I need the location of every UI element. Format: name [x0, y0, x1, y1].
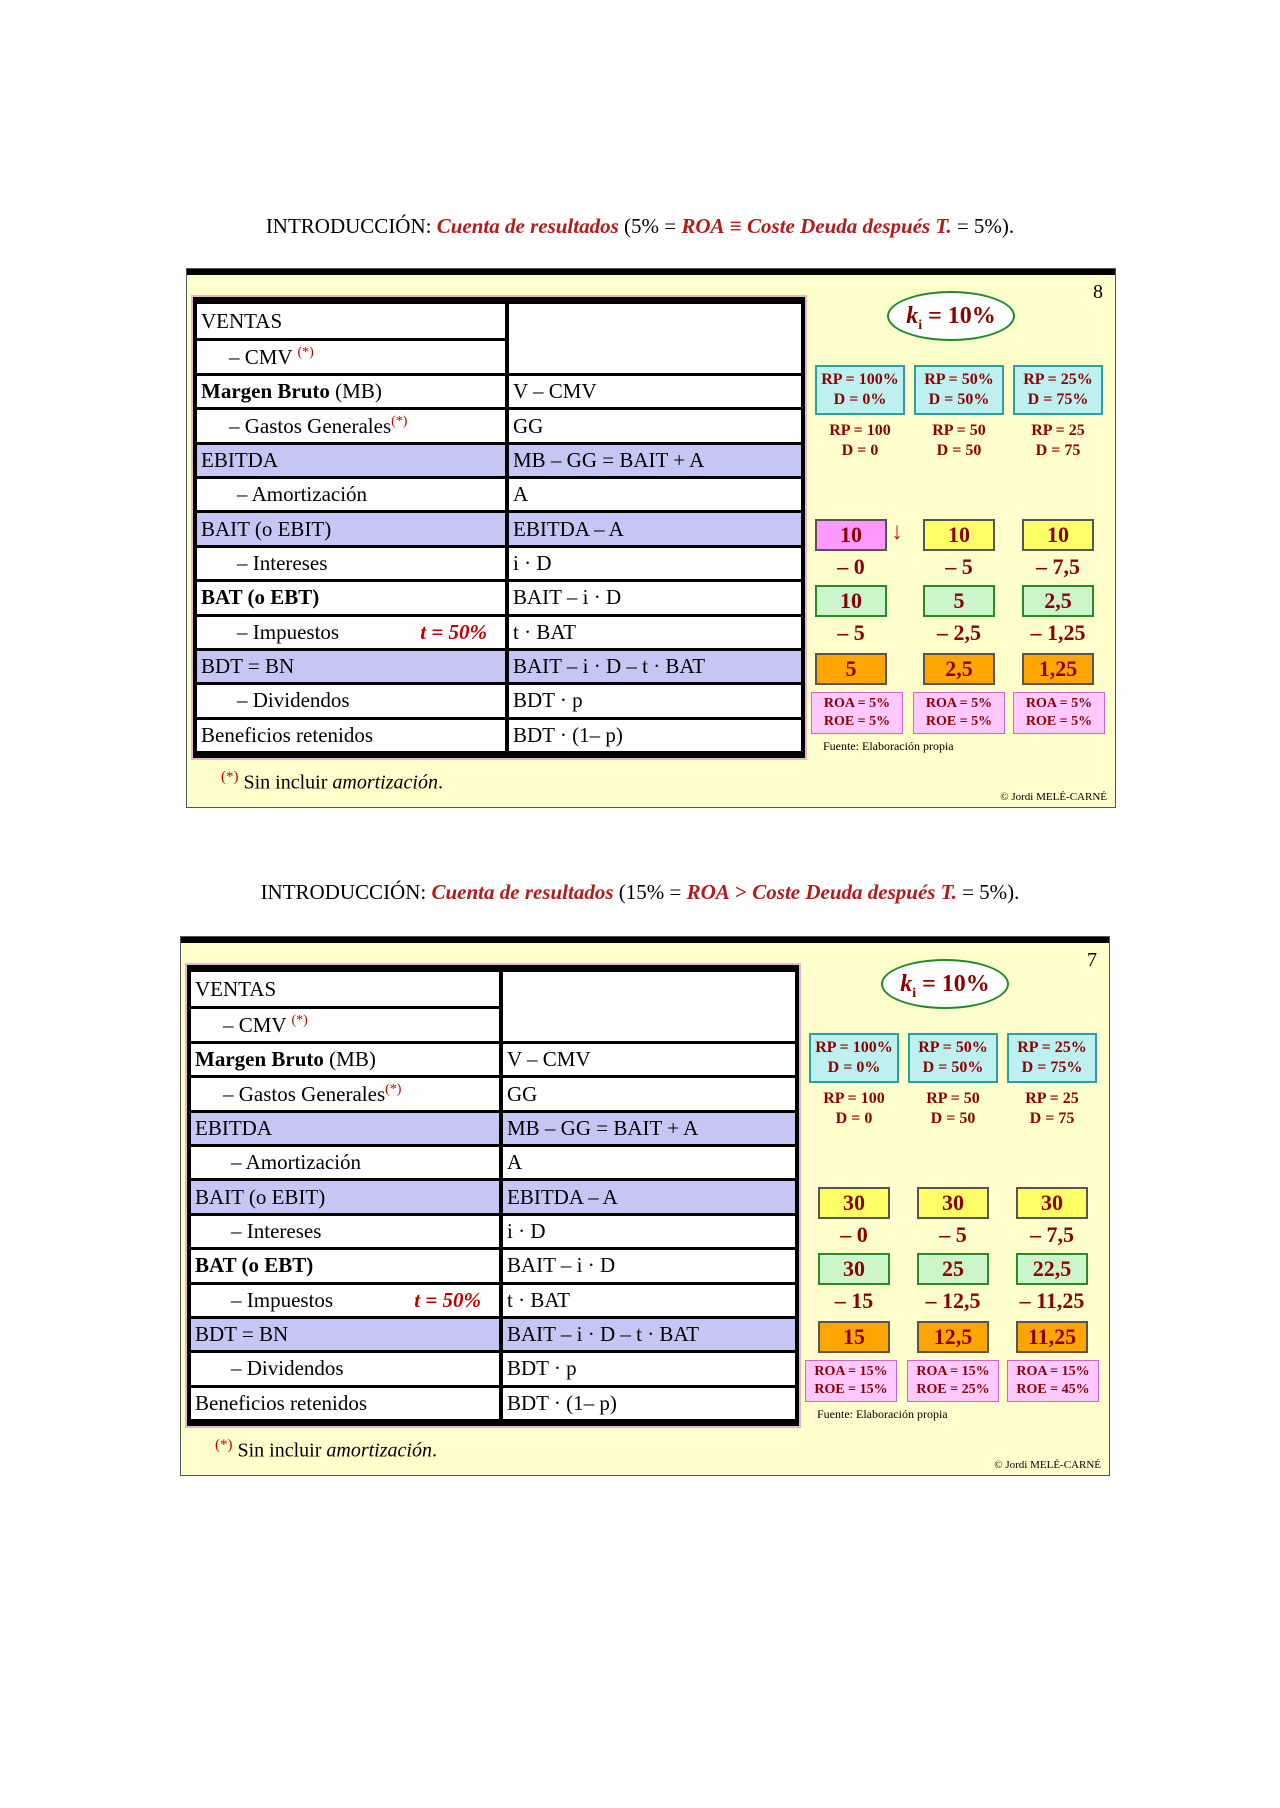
- rp-d-amount: RP = 50 D = 50: [926, 1090, 980, 1127]
- row-ebitda-label: EBITDA: [191, 1113, 503, 1144]
- row-bat-formula: BAIT – i · D: [503, 1250, 795, 1281]
- caption-operator: ≡: [724, 214, 748, 238]
- row-cmv-label: – CMV (*): [191, 1009, 503, 1041]
- row-gg-formula: GG: [503, 1078, 795, 1109]
- row-margen-label: Margen Bruto (MB): [197, 376, 509, 407]
- row-gg-formula: GG: [509, 410, 801, 441]
- row-ventas-formula: [503, 972, 795, 1041]
- rp-d-percent-box: RP = 25% D = 75%: [1007, 1033, 1097, 1083]
- row-gg-label: – Gastos Generales(*): [191, 1078, 503, 1109]
- bat-value: 25: [917, 1253, 989, 1285]
- tax-value: – 15: [834, 1288, 874, 1313]
- interest-value: – 7,5: [1036, 554, 1080, 579]
- tax-value: – 1,25: [1030, 620, 1086, 645]
- row-retenidos-label: Beneficios retenidos: [197, 720, 509, 751]
- row-bait-formula: EBITDA – A: [509, 513, 801, 544]
- caption-title: Cuenta de resultados: [431, 880, 614, 904]
- income-statement-table: [185, 963, 801, 1428]
- row-intereses-formula: i · D: [509, 548, 801, 579]
- row-bait-formula: EBITDA – A: [503, 1181, 795, 1212]
- asterisk-note: (*): [297, 344, 314, 360]
- rp-d-percent-box: RP = 100% D = 0%: [815, 365, 905, 415]
- roa-roe-box: ROA = 5% ROE = 5%: [913, 692, 1005, 734]
- rp-d-amount: RP = 25 D = 75: [1025, 1090, 1079, 1127]
- row-impuestos-label: – Impuestos t = 50%: [197, 617, 509, 648]
- rp-d-amount: RP = 50 D = 50: [932, 422, 986, 459]
- footnote: (*) Sin incluir amortización.: [221, 769, 443, 794]
- row-ebitda-formula: MB – GG = BAIT + A: [509, 445, 801, 476]
- row-gg-label: – Gastos Generales(*): [197, 410, 509, 441]
- bdt-value: 2,5: [923, 653, 995, 685]
- slide-number: 7: [1087, 949, 1097, 971]
- row-bdt-formula: BAIT – i · D – t · BAT: [503, 1319, 795, 1350]
- row-amortizacion-formula: A: [509, 479, 801, 510]
- footnote: (*) Sin incluir amortización.: [215, 1437, 437, 1462]
- bdt-value: 1,25: [1022, 653, 1094, 685]
- caption-roa: ROA: [681, 214, 725, 238]
- bait-value: 10: [1022, 519, 1094, 551]
- rp-d-amount: RP = 100 D = 0: [829, 422, 891, 459]
- tax-value: – 11,25: [1019, 1288, 1085, 1313]
- row-dividendos-label: – Dividendos: [197, 685, 509, 716]
- row-intereses-label: – Intereses: [191, 1216, 503, 1247]
- row-retenidos-formula: BDT · (1– p): [503, 1388, 795, 1419]
- slide-2: [180, 936, 1110, 1476]
- row-cmv-label: – CMV (*): [197, 341, 509, 373]
- caption-open: (5% =: [618, 214, 682, 238]
- bait-value: 10: [815, 519, 887, 551]
- slide-1-caption: [0, 214, 1280, 239]
- roa-roe-box: ROA = 15% ROE = 45%: [1007, 1360, 1099, 1402]
- row-amortizacion-label: – Amortización: [191, 1147, 503, 1178]
- caption-roa: ROA: [686, 880, 730, 904]
- ki-ellipse: $k_i = 10\%$: [887, 291, 1015, 341]
- row-ventas-formula: [509, 304, 801, 373]
- row-ebitda-label: EBITDA: [197, 445, 509, 476]
- row-intereses-formula: i · D: [503, 1216, 795, 1247]
- bat-value: 22,5: [1016, 1253, 1088, 1285]
- rp-d-percent-box: RP = 50% D = 50%: [908, 1033, 998, 1083]
- interest-value: – 0: [840, 1222, 868, 1247]
- row-margen-formula: V – CMV: [503, 1044, 795, 1075]
- row-ventas-label: VENTAS: [191, 972, 503, 1006]
- caption-prefix: INTRODUCCIÓN:: [265, 214, 437, 238]
- copyright: © Jordi MELÉ-CARNÉ: [994, 1459, 1101, 1471]
- bait-value: 30: [917, 1187, 989, 1219]
- tax-value: – 2,5: [937, 620, 981, 645]
- rp-d-percent-box: RP = 25% D = 75%: [1013, 365, 1103, 415]
- source-note: Fuente: Elaboración propia: [817, 1407, 948, 1421]
- interest-value: – 5: [945, 554, 973, 579]
- tax-value: – 12,5: [925, 1288, 981, 1313]
- row-dividendos-label: – Dividendos: [191, 1353, 503, 1384]
- ki-ellipse: $k_i = 10\%$: [881, 959, 1009, 1009]
- bait-value: 30: [1016, 1187, 1088, 1219]
- row-dividendos-formula: BDT · p: [503, 1353, 795, 1384]
- roa-roe-box: ROA = 5% ROE = 5%: [811, 692, 903, 734]
- roa-roe-box: ROA = 5% ROE = 5%: [1013, 692, 1105, 734]
- interest-value: – 0: [837, 554, 865, 579]
- caption-title: Cuenta de resultados: [436, 214, 619, 238]
- slide-number: 8: [1093, 281, 1103, 303]
- row-bat-label: BAT (o EBT): [191, 1250, 503, 1281]
- row-margen-formula: V – CMV: [509, 376, 801, 407]
- bdt-value: 12,5: [917, 1321, 989, 1353]
- interest-value: – 7,5: [1030, 1222, 1074, 1247]
- row-bat-label: BAT (o EBT): [197, 582, 509, 613]
- caption-close: = 5%).: [956, 880, 1020, 904]
- slide-2-caption: [0, 880, 1280, 905]
- row-intereses-label: – Intereses: [197, 548, 509, 579]
- row-bdt-label: BDT = BN: [197, 651, 509, 682]
- row-ventas-label: VENTAS: [197, 304, 509, 338]
- row-margen-label: Margen Bruto (MB): [191, 1044, 503, 1075]
- tax-value: – 5: [837, 620, 865, 645]
- income-statement-table: [191, 295, 807, 760]
- row-impuestos-formula: t · BAT: [509, 617, 801, 648]
- tax-rate: t = 50%: [414, 1287, 481, 1312]
- row-bat-formula: BAIT – i · D: [509, 582, 801, 613]
- asterisk-note: (*): [391, 413, 408, 429]
- bdt-value: 15: [818, 1321, 890, 1353]
- roa-roe-box: ROA = 15% ROE = 15%: [805, 1360, 897, 1402]
- row-ebitda-formula: MB – GG = BAIT + A: [503, 1113, 795, 1144]
- caption-open: (15% =: [613, 880, 687, 904]
- slide-1: [186, 268, 1116, 808]
- bat-value: 5: [923, 585, 995, 617]
- down-arrow-icon: ↓: [891, 519, 903, 545]
- bdt-value: 5: [815, 653, 887, 685]
- bat-value: 30: [818, 1253, 890, 1285]
- caption-close: = 5%).: [951, 214, 1015, 238]
- slide-top-bar: [187, 269, 1115, 275]
- bat-value: 10: [815, 585, 887, 617]
- bdt-value: 11,25: [1016, 1321, 1088, 1353]
- row-retenidos-label: Beneficios retenidos: [191, 1388, 503, 1419]
- asterisk-note: (*): [291, 1012, 308, 1028]
- source-note: Fuente: Elaboración propia: [823, 739, 954, 753]
- interest-value: – 5: [939, 1222, 967, 1247]
- bait-value: 10: [923, 519, 995, 551]
- row-retenidos-formula: BDT · (1– p): [509, 720, 801, 751]
- row-dividendos-formula: BDT · p: [509, 685, 801, 716]
- asterisk-note: (*): [385, 1081, 402, 1097]
- row-bdt-label: BDT = BN: [191, 1319, 503, 1350]
- rp-d-percent-box: RP = 100% D = 0%: [809, 1033, 899, 1083]
- bat-value: 2,5: [1022, 585, 1094, 617]
- caption-prefix: INTRODUCCIÓN:: [260, 880, 432, 904]
- row-amortizacion-formula: A: [503, 1147, 795, 1178]
- row-impuestos-formula: t · BAT: [503, 1285, 795, 1316]
- rp-d-percent-box: RP = 50% D = 50%: [914, 365, 1004, 415]
- tax-rate: t = 50%: [420, 619, 487, 644]
- row-bait-label: BAIT (o EBIT): [191, 1181, 503, 1212]
- roa-roe-box: ROA = 15% ROE = 25%: [907, 1360, 999, 1402]
- copyright: © Jordi MELÉ-CARNÉ: [1000, 791, 1107, 803]
- row-bdt-formula: BAIT – i · D – t · BAT: [509, 651, 801, 682]
- row-impuestos-label: – Impuestos t = 50%: [191, 1285, 503, 1316]
- row-amortizacion-label: – Amortización: [197, 479, 509, 510]
- caption-cost: Coste Deuda después T.: [747, 214, 952, 238]
- caption-operator: >: [729, 880, 753, 904]
- caption-cost: Coste Deuda después T.: [752, 880, 957, 904]
- row-bait-label: BAIT (o EBIT): [197, 513, 509, 544]
- rp-d-amount: RP = 25 D = 75: [1031, 422, 1085, 459]
- rp-d-amount: RP = 100 D = 0: [823, 1090, 885, 1127]
- bait-value: 30: [818, 1187, 890, 1219]
- slide-top-bar: [181, 937, 1109, 943]
